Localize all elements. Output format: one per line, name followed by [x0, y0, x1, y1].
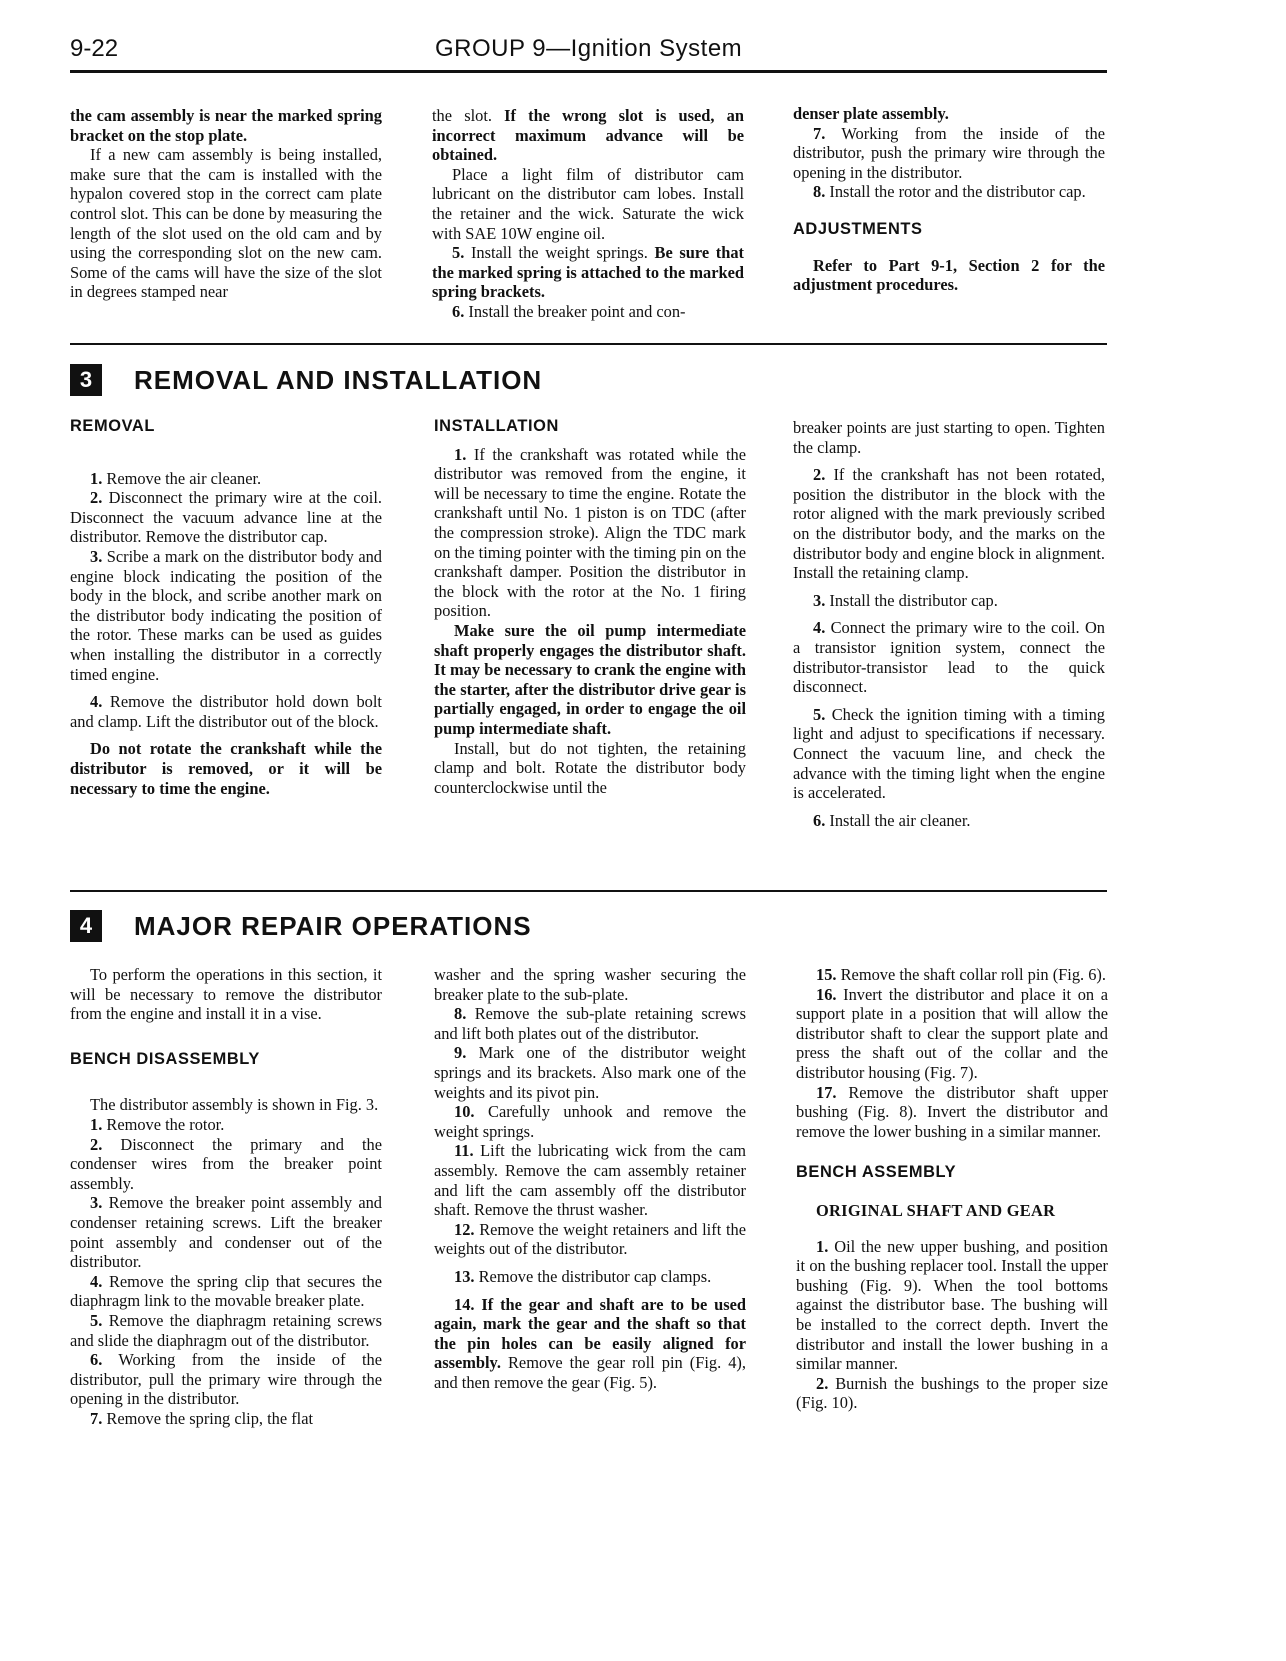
section-4-column-3 — [796, 965, 1108, 1413]
adjustments-heading: ADJUSTMENTS — [793, 219, 923, 238]
paragraph: breaker points are just starting to open. Tighten the clamp. — [793, 418, 1105, 457]
paragraph: The distributor assembly is shown in Fig. 3. — [90, 1095, 379, 1115]
paragraph: 7. Working from the inside of the distributor, push the primary wire through the opening in the distributor. — [793, 123, 1105, 182]
list-item: 3. Scribe a mark on the distributor body and engine block indicating the position of the body in the block, and scribe another mark on the distributor body indicating the position of the rotor. These marks can be used as guides when installing the distributor in a correctly timed engine. — [70, 546, 382, 684]
list-item: 2. Disconnect the primary and the condenser wires from the breaker point assembly. — [70, 1134, 382, 1193]
section-title: REMOVAL AND INSTALLATION — [134, 365, 543, 395]
paragraph: 5. Install the weight springs. Be sure that the marked spring is attached to the marked spring brackets. — [432, 243, 744, 302]
list-item: 2. Burnish the bushings to the proper size (Fig. 10). — [796, 1373, 1108, 1413]
list-item: 5. Check the ignition timing with a timing light and adjust to specifications if necessary. Connect the vacuum line, and check the advance with the timing light when the engine is accelerated. — [793, 704, 1105, 803]
paragraph: Refer to Part 9-1, Section 2 for the adjustment procedures. — [793, 255, 1105, 295]
list-item: 3. Remove the breaker point assembly and condenser retaining screws. Lift the breaker point assembly and condenser out of the distributor. — [70, 1193, 382, 1272]
bench-disassembly-heading: BENCH DISASSEMBLY — [70, 1049, 260, 1068]
original-shaft-heading: ORIGINAL SHAFT AND GEAR — [816, 1200, 1056, 1220]
top-column-1 — [70, 106, 382, 302]
list-item: 11. Lift the lubricating wick from the cam assembly. Remove the cam assembly retainer and lift the cam assembly off the distributor shaft. Remove the thrust washer. — [434, 1141, 746, 1220]
page-number: 9-22 — [70, 35, 119, 62]
top-column-3 — [793, 104, 1105, 295]
list-item: 9. Mark one of the distributor weight springs and its brackets. Also mark one of the weights and its pivot pin. — [434, 1043, 746, 1102]
paragraph: To perform the operations in this section, it will be necessary to remove the distributor from the engine and install it in a vise. — [70, 965, 382, 1024]
section-number-badge: 3 — [70, 364, 102, 396]
list-item: 5. Remove the diaphragm retaining screws and slide the diaphragm out of the distributor. — [70, 1310, 382, 1350]
list-item: 13. Remove the distributor cap clamps. — [454, 1266, 712, 1286]
paragraph: the cam assembly is near the marked spring bracket on the stop plate. — [70, 106, 382, 145]
list-item: 8. Remove the sub-plate retaining screws and lift both plates out of the distributor. — [434, 1004, 746, 1043]
list-item: 14. If the gear and shaft are to be used again, mark the gear and the shaft so that the pin holes can be easily aligned for assembly. Remove the gear roll pin (Fig. 4), and then remove the gear (Fig. 5). — [434, 1294, 746, 1392]
paragraph: the slot. If the wrong slot is used, an incorrect maximum advance will be obtained. — [432, 106, 744, 165]
list-item: 2. If the crankshaft has not been rotated, position the distributor in the block with the rotor aligned with the mark previously scribed on the distributor body, and the marks on the distributor body and engine block in alignment. Install the retaining clamp. — [793, 465, 1105, 583]
section-rule — [70, 343, 1107, 345]
list-item: 1. Remove the air cleaner. — [90, 468, 262, 488]
list-item: 17. Remove the distributor shaft upper bushing (Fig. 8). Invert the distributor and remove the lower bushing in a similar manner. — [796, 1082, 1108, 1141]
page-header — [70, 34, 1106, 68]
warning-note: Do not rotate the crankshaft while the distributor is removed, or it will be necessary to time the engine. — [70, 739, 382, 798]
section-title: MAJOR REPAIR OPERATIONS — [134, 911, 532, 941]
paragraph: If a new cam assembly is being installed, make sure that the cam is installed with the hypalon covered stop in the correct cam plate control slot. This can be done by measuring the length of the slot used on the old cam and by using the corresponding slot on the new cam. Some of the cams will have the size of the slot in degrees stamped near — [70, 145, 382, 302]
installation-column — [434, 417, 746, 797]
section-rule — [70, 890, 1107, 892]
section-3-column-3 — [793, 418, 1105, 830]
list-item: 4. Remove the distributor hold down bolt and clamp. Lift the distributor out of the block. — [70, 692, 382, 731]
paragraph: Place a light film of distributor cam lubricant on the distributor cam lobes. Install the retainer and the wick. Saturate the wick with SAE 10W engine oil. — [432, 164, 744, 243]
paragraph: denser plate assembly. — [793, 104, 949, 123]
list-item: 4. Connect the primary wire to the coil. On a transistor ignition system, connect the distributor-transistor lead to the quick disconnect. — [793, 618, 1105, 697]
removal-column — [70, 417, 382, 798]
running-title: GROUP 9—Ignition System — [435, 35, 743, 62]
list-item: 6. Install the air cleaner. — [813, 810, 971, 830]
paragraph: Install, but do not tighten, the retaining clamp and bolt. Rotate the distributor body counterclockwise until the — [434, 738, 746, 797]
top-column-2 — [432, 106, 744, 322]
installation-heading: INSTALLATION — [434, 417, 559, 435]
list-item: 2. Disconnect the primary wire at the coil. Disconnect the vacuum advance line at the distributor. Remove the distributor cap. — [70, 488, 382, 547]
paragraph: 6. Install the breaker point and con- — [452, 301, 686, 321]
bench-assembly-heading: BENCH ASSEMBLY — [796, 1163, 957, 1182]
section-number-badge: 4 — [70, 910, 102, 942]
list-item: 7. Remove the spring clip, the flat — [90, 1408, 314, 1428]
list-item: 4. Remove the spring clip that secures the diaphragm link to the movable breaker plate. — [70, 1271, 382, 1311]
caution-note: Make sure the oil pump intermediate shaft properly engages the distributor shaft. It may be necessary to crank the engine with the starter, after the distributor drive gear is partially engaged, in order to engage the oil pump intermediate shaft. — [434, 620, 746, 738]
paragraph: washer and the spring washer securing the breaker plate to the sub-plate. — [434, 965, 746, 1004]
list-item: 1. If the crankshaft was rotated while the distributor was removed from the engine, it will be necessary to time the engine. Rotate the crankshaft until No. 1 piston is on TDC (after the compression stroke). Align the TDC mark on the timing pointer with the timing pin on the crankshaft damper. Position the distributor in the block with the rotor at the No. 1 firing position. — [434, 444, 746, 621]
removal-heading: REMOVAL — [70, 417, 155, 435]
header-rule — [70, 70, 1107, 73]
list-item: 1. Remove the rotor. — [90, 1114, 225, 1134]
list-item: 6. Working from the inside of the distributor, pull the primary wire through the opening in the distributor. — [70, 1350, 382, 1409]
paragraph: 8. Install the rotor and the distributor cap. — [813, 182, 1086, 202]
list-item: 10. Carefully unhook and remove the weight springs. — [434, 1102, 746, 1141]
list-item: 15. Remove the shaft collar roll pin (Fig. 6). — [816, 965, 1106, 984]
list-item: 3. Install the distributor cap. — [813, 590, 998, 610]
section-4-column-1 — [70, 965, 382, 1428]
list-item: 16. Invert the distributor and place it on a support plate in a position that will allow the distributor shaft to clear the support plate and press the shaft out of the collar and the distributor housing (Fig. 7). — [796, 984, 1108, 1082]
list-item: 12. Remove the weight retainers and lift the weights out of the distributor. — [434, 1219, 746, 1259]
section-4-column-2 — [434, 965, 746, 1392]
list-item: 1. Oil the new upper bushing, and position it on the bushing replacer tool. Install the upper bushing (Fig. 9). When the tool bottoms against the distributor base. The bushing will be installed to the correct depth. Invert the distributor and install the lower bushing in a similar manner. — [796, 1236, 1108, 1374]
